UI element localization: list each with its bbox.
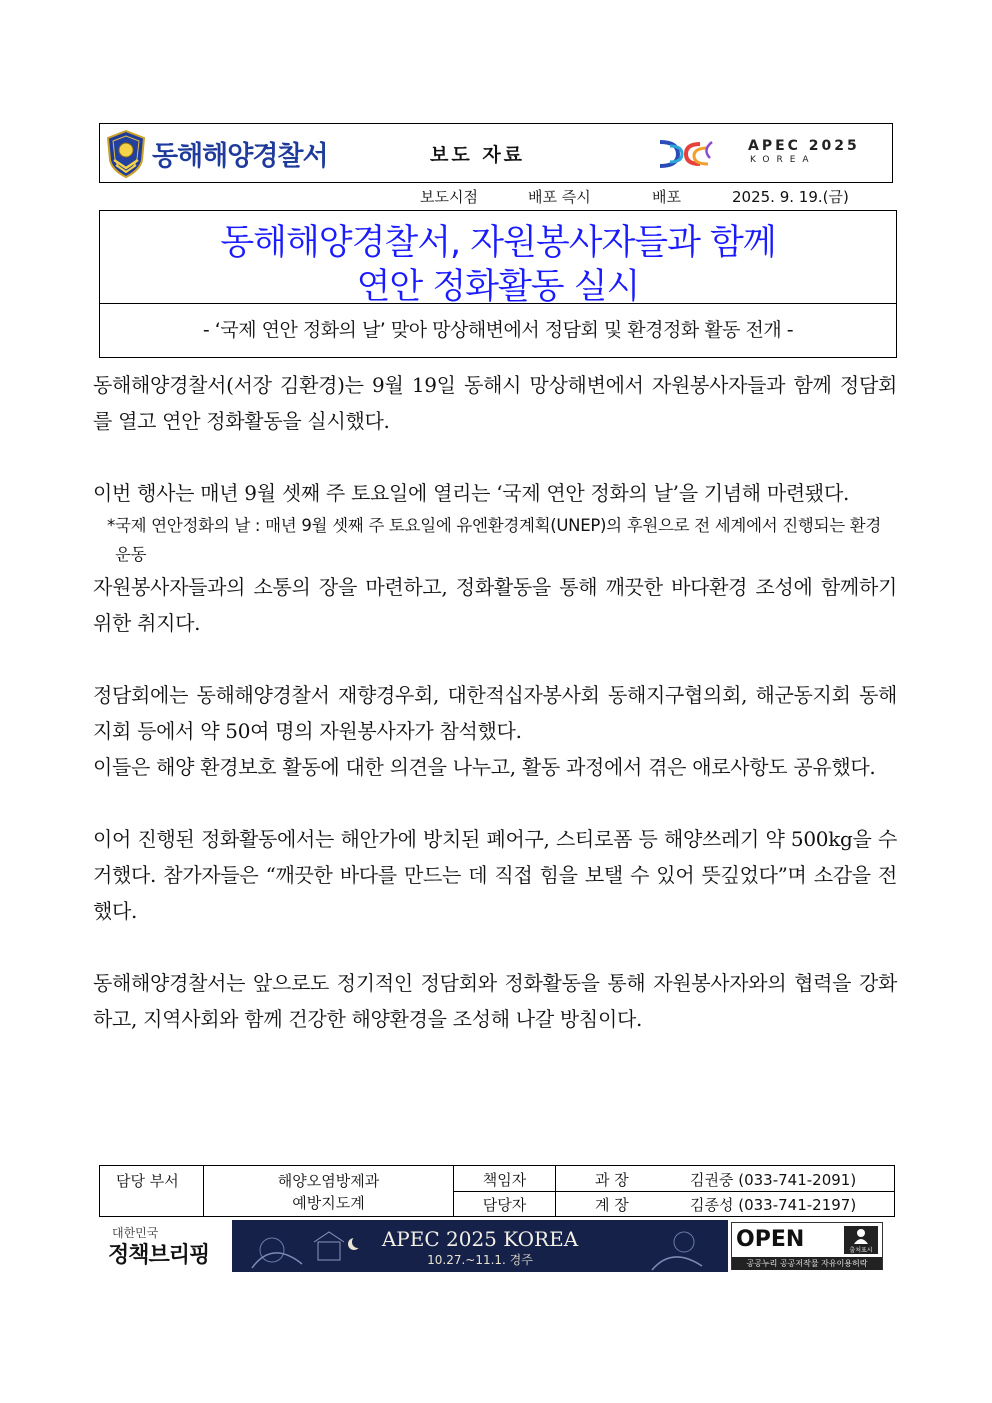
row1-title: 과 장: [595, 1171, 629, 1189]
paragraph-1: 동해해양경찰서(서장 김환경)는 9월 19일 동해시 망상해변에서 자원봉사자들과 함께 정담회를 열고 연안 정화활동을 실시했다.: [93, 373, 897, 433]
policy-briefing-small: 대한민국: [112, 1226, 159, 1240]
policy-briefing-title: 정책브리핑: [108, 1243, 210, 1268]
row2-role: 담당자: [482, 1196, 527, 1214]
apec-logo-subtitle: KOREA: [750, 155, 816, 165]
dept-label: 담당 부서: [116, 1172, 179, 1190]
paragraph-7: 동해해양경찰서는 앞으로도 정기적인 정담회와 정화활동을 통해 자원봉사자와의 협력을 강화하고, 지역사회와 함께 건강한 해양환경을 조성해 나갈 방침이다.: [93, 971, 897, 1031]
open-license-subtitle: 공공누리 공공저작물 자유이용허락: [732, 1257, 882, 1270]
paragraph-6: 이어 진행된 정화활동에서는 해안가에 방치된 폐어구, 스티로폼 등 해양쓰레기 약 500kg을 수거했다. 참가자들은 “깨끗한 바다를 만드는 데 직접 힘을 보탤 수 있어 뜻깊었다”며 소감을 전했다.: [93, 827, 897, 923]
banner-title: APEC 2025 KOREA: [381, 1227, 579, 1251]
attribution-icon: [844, 1226, 878, 1254]
contact-table: [99, 1165, 895, 1217]
coast-guard-emblem-icon: [106, 130, 146, 178]
apec-banner: [232, 1220, 728, 1272]
row1-person: 김권중 (033-741-2091): [690, 1171, 857, 1189]
banner-date: 10.27.~11.1. 경주: [427, 1253, 533, 1267]
release-date-value: 2025. 9. 19.(금): [732, 188, 849, 206]
paragraph-5: 이들은 해양 환경보호 활동에 대한 의견을 나누고, 활동 과정에서 겪은 애로사항도 공유했다.: [93, 755, 876, 779]
article-body: [93, 367, 897, 1037]
open-license-badge: [731, 1222, 883, 1270]
footnote: *국제 연안정화의 날 : 매년 9월 셋째 주 토요일에 유엔환경계획(UNEP)의 후원으로 전 세계에서 진행되는 환경 운동: [107, 516, 882, 564]
person-icon: [853, 1228, 869, 1244]
subheadline: - ‘국제 연안 정화의 날’ 맞아 망상해변에서 정담회 및 환경정화 활동 전개 -: [202, 319, 794, 341]
paragraph-3: 자원봉사자들과의 소통의 장을 마련하고, 정화활동을 통해 깨끗한 바다환경 조성에 함께하기 위한 취지다.: [93, 575, 897, 635]
dept-name: 해양오염방제과: [277, 1172, 380, 1190]
release-time-label: 보도시점: [420, 188, 478, 206]
header-box: [99, 123, 893, 183]
document-type-label: 보도 자료: [430, 144, 526, 166]
row2-title: 계 장: [595, 1196, 629, 1214]
agency-name: 동해해양경찰서: [152, 141, 328, 172]
row2-person: 김종성 (033-741-2197): [690, 1196, 857, 1214]
paragraph-2: 이번 행사는 매년 9월 셋째 주 토요일에 열리는 ‘국제 연안 정화의 날’을 기념해 마련됐다.: [93, 481, 850, 505]
attribution-label: 출처표시: [849, 1247, 873, 1254]
title-box: [99, 210, 897, 358]
release-time-value: 배포 즉시: [528, 188, 591, 206]
paragraph-4: 정담회에는 동해해양경찰서 재향경우회, 대한적십자봉사회 동해지구협의회, 해군동지회 동해지회 등에서 약 50여 명의 자원봉사자가 참석했다.: [93, 683, 897, 743]
apec-logo-title: APEC 2025: [748, 138, 860, 154]
headline-line-2: 연안 정화활동 실시: [356, 267, 640, 307]
title-divider: [100, 303, 896, 304]
dept-team: 예방지도계: [292, 1194, 365, 1212]
apec-logo-icon: [656, 136, 716, 172]
headline-line-1: 동해해양경찰서, 자원봉사자들과 함께: [220, 223, 776, 263]
row1-role: 책임자: [482, 1171, 527, 1189]
release-date-label: 배포: [652, 188, 681, 206]
open-license-text: OPEN: [736, 1227, 805, 1252]
policy-briefing-logo: [108, 1224, 228, 1272]
